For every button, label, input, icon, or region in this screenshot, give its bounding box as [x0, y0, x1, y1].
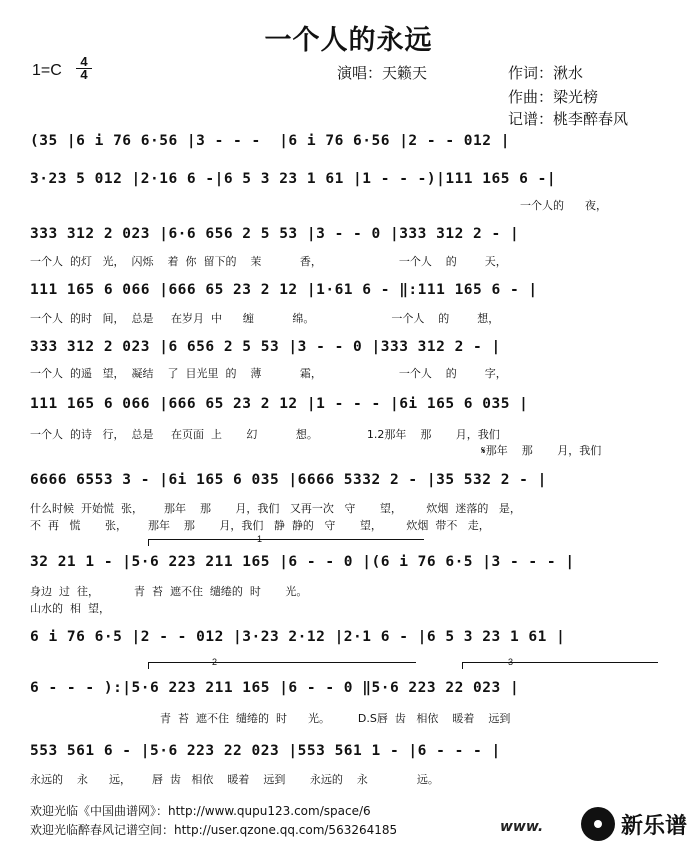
volta-label: 3: [508, 657, 514, 667]
footer-line-1[interactable]: 欢迎光临《中国曲谱网》：http://www.qupu123.com/space/6: [30, 804, 371, 818]
lyric-line: 什么时候 开始慌 张， 那年 那 月，我们 又再一次 守 望， 炊烟 迷落的 是，: [30, 502, 521, 515]
lyric-line: 一个人 的遥 望， 凝结 了 目光里 的 薄 霜， 一个人 的 字，: [30, 367, 507, 380]
notation-row-10: 6 - - - ):|5·6 223 211 165 |6 - - 0 ‖5·6 223 22 023 |: [30, 680, 520, 696]
notation-row-5: 333 312 2 023 |6 656 2 5 53 |3 - - 0 |333 312 2 - |: [30, 339, 501, 355]
volta-label: 1: [257, 534, 263, 544]
notation-row-6: 111 165 6 066 |666 65 23 2 12 |1 - - - |6i 165 6 035 |: [30, 396, 529, 412]
lyric-line: 永远的 永 远， 唇 齿 相依 暖着 远到 永远的 永 远。: [30, 773, 439, 786]
time-sig-top: 4: [80, 54, 88, 69]
notation-row-8: 32 21 1 - |5·6 223 211 165 |6 - - 0 |(6 i 76 6·5 |3 - - - |: [30, 554, 575, 570]
lyric-line: 青 苔 遮不住 缱绻的 时 光。 D.S唇 齿 相依 暖着 远到: [160, 712, 511, 725]
lyric-line: 身边 过 往， 青 苔 遮不住 缱绻的 时 光。: [30, 585, 308, 598]
lyricist-credit: 作词：湫水: [508, 64, 584, 82]
time-sig-bottom: 4: [76, 68, 92, 81]
time-signature: [76, 56, 92, 81]
notation-row-1: (35 |6 i 76 6·56 |3 - - - |6 i 76 6·56 |2 - - 012 |: [30, 133, 510, 149]
logo-text: 新乐谱: [620, 813, 687, 839]
lyric-line: 𝄋那年 那 月，我们: [481, 444, 602, 457]
record-disc-icon: [581, 807, 615, 841]
lyric-line: 不 再 慌 张， 那年 那 月，我们 静 静的 守 望， 炊烟 带不 走，: [30, 519, 490, 532]
lyric-line: 一个人的 夜，: [520, 199, 607, 212]
lyric-line: 一个人 的诗 行， 总是 在页面 上 幻 想。 1.2那年 那 月，我们: [30, 428, 500, 441]
key-signature: 1=C: [32, 62, 62, 79]
lyric-line: 一个人 的时 间， 总是 在岁月 中 缠 绵。 一个人 的 想，: [30, 312, 500, 325]
volta-bracket: [148, 662, 416, 669]
notation-row-2: 3·23 5 012 |2·16 6 -|6 5 3 23 1 61 |1 - - -)|111 165 6 -|: [30, 171, 557, 187]
lyric-line: 山水的 相 望，: [30, 602, 110, 615]
song-title: 一个人的永远: [264, 25, 433, 56]
composer-credit: 作曲：梁光榜: [508, 88, 599, 106]
notation-row-9: 6 i 76 6·5 |2 - - 012 |3·23 2·12 |2·1 6 - |6 5 3 23 1 61 |: [30, 629, 566, 645]
volta-bracket: [148, 539, 424, 546]
footer-line-2[interactable]: 欢迎光临醉春风记谱空间：http://user.qzone.qq.com/563264185: [30, 823, 398, 837]
volta-label: 2: [212, 657, 218, 667]
notation-row-3: 333 312 2 023 |6·6 656 2 5 53 |3 - - 0 |333 312 2 - |: [30, 226, 520, 242]
transcriber-credit: 记谱：桃李醉春风: [508, 110, 629, 128]
notation-row-7: 6666 6553 3 - |6i 165 6 035 |6666 5332 2 - |35 532 2 - |: [30, 472, 547, 488]
notation-row-11: 553 561 6 - |5·6 223 22 023 |553 561 1 - |6 - - - |: [30, 743, 501, 759]
singer-credit: 演唱：天籁天: [337, 64, 428, 82]
notation-row-4: 111 165 6 066 |666 65 23 2 12 |1·61 6 - ‖:111 165 6 - |: [30, 282, 538, 298]
volta-bracket: [462, 662, 658, 669]
watermark-www: www.: [500, 819, 544, 835]
lyric-line: 一个人 的灯 光， 闪烁 着 你 留下的 茉 香， 一个人 的 天，: [30, 255, 507, 268]
site-logo: [581, 807, 687, 841]
